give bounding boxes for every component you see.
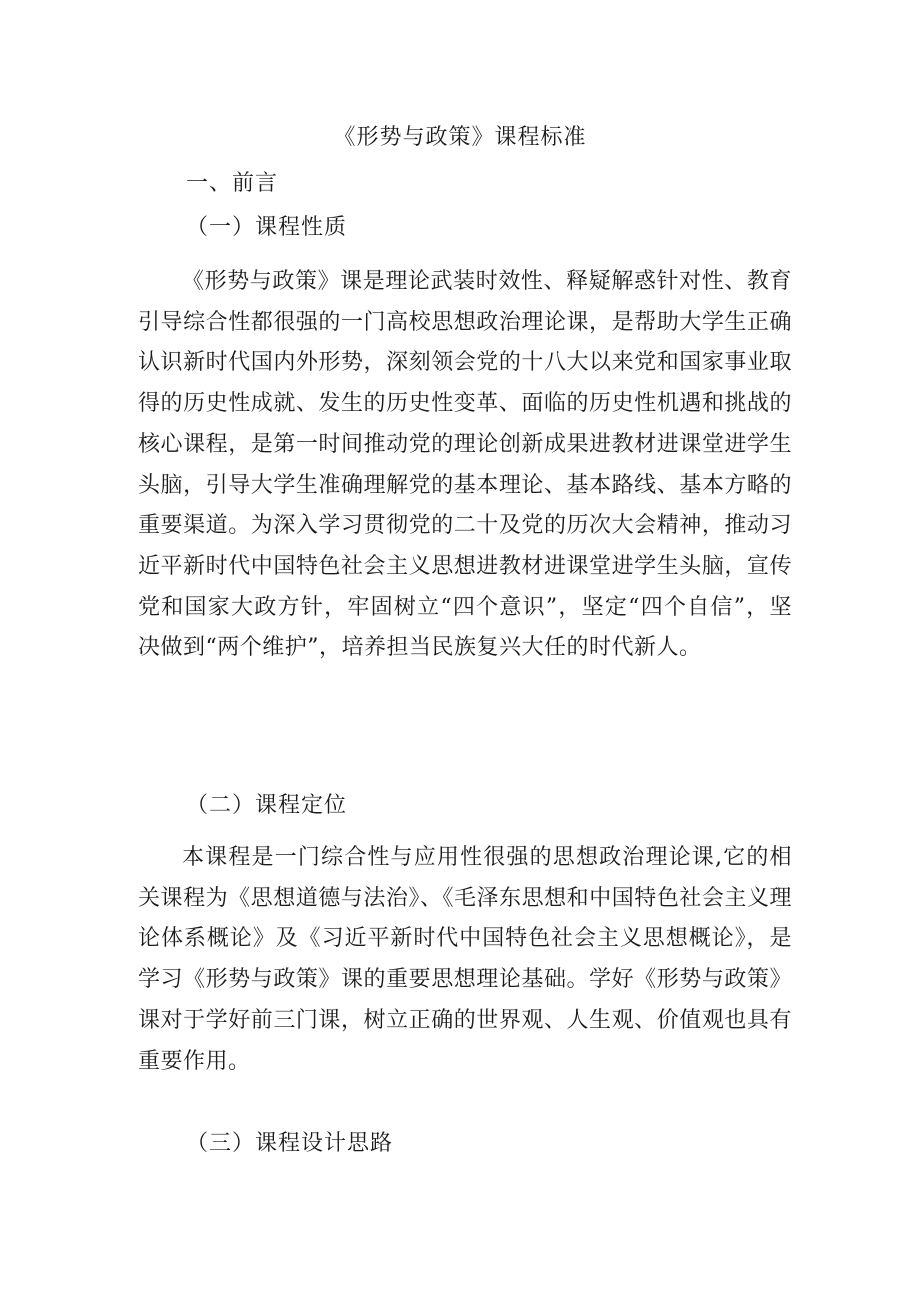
paragraph-course-nature: 《形势与政策》课是理论武装时效性、释疑解惑针对性、教育引导综合性都很强的一门高校思想政治理论课，是帮助大学生正确认识新时代国内外形势，深刻领会党的十八大以来党和国家事业取得的历史性成就、发生的历史性变革、面临的历史性机遇和挑战的核心课程，是第一时间推动党的理论创新成果进教材进课堂进学生头脑，引导大学生准确理解党的基本理论、基本路线、基本方略的重要渠道。为深入学习贯彻党的二十及党的历次大会精神，推动习近平新时代中国特色社会主义思想进教材进课堂进学生头脑，宣传党和国家大政方针，牢固树立“四个意识”，坚定“四个自信”，坚决做到“两个维护”，培养担当民族复兴大任的时代新人。 [138,269,792,661]
subsection-heading-course-design: （三）课程设计思路 [186,1131,394,1156]
subsection-heading-course-position: （二）课程定位 [186,793,348,818]
section-heading-preface: 一、前言 [186,171,279,196]
document-title: 《形势与政策》课程标准 [333,125,587,150]
paragraph-course-position: 本课程是一门综合性与应用性很强的思想政治理论课,它的相关课程为《思想道德与法治》、《毛泽东思想和中国特色社会主义理论体系概论》及《习近平新时代中国特色社会主义思想概论》，是学习《形势与政策》课的重要思想理论基础。学好《形势与政策》课对于学好前三门课，树立正确的世界观、人生观、价值观也具有重要作用。 [138,845,792,1074]
subsection-heading-course-nature: （一）课程性质 [186,215,348,240]
